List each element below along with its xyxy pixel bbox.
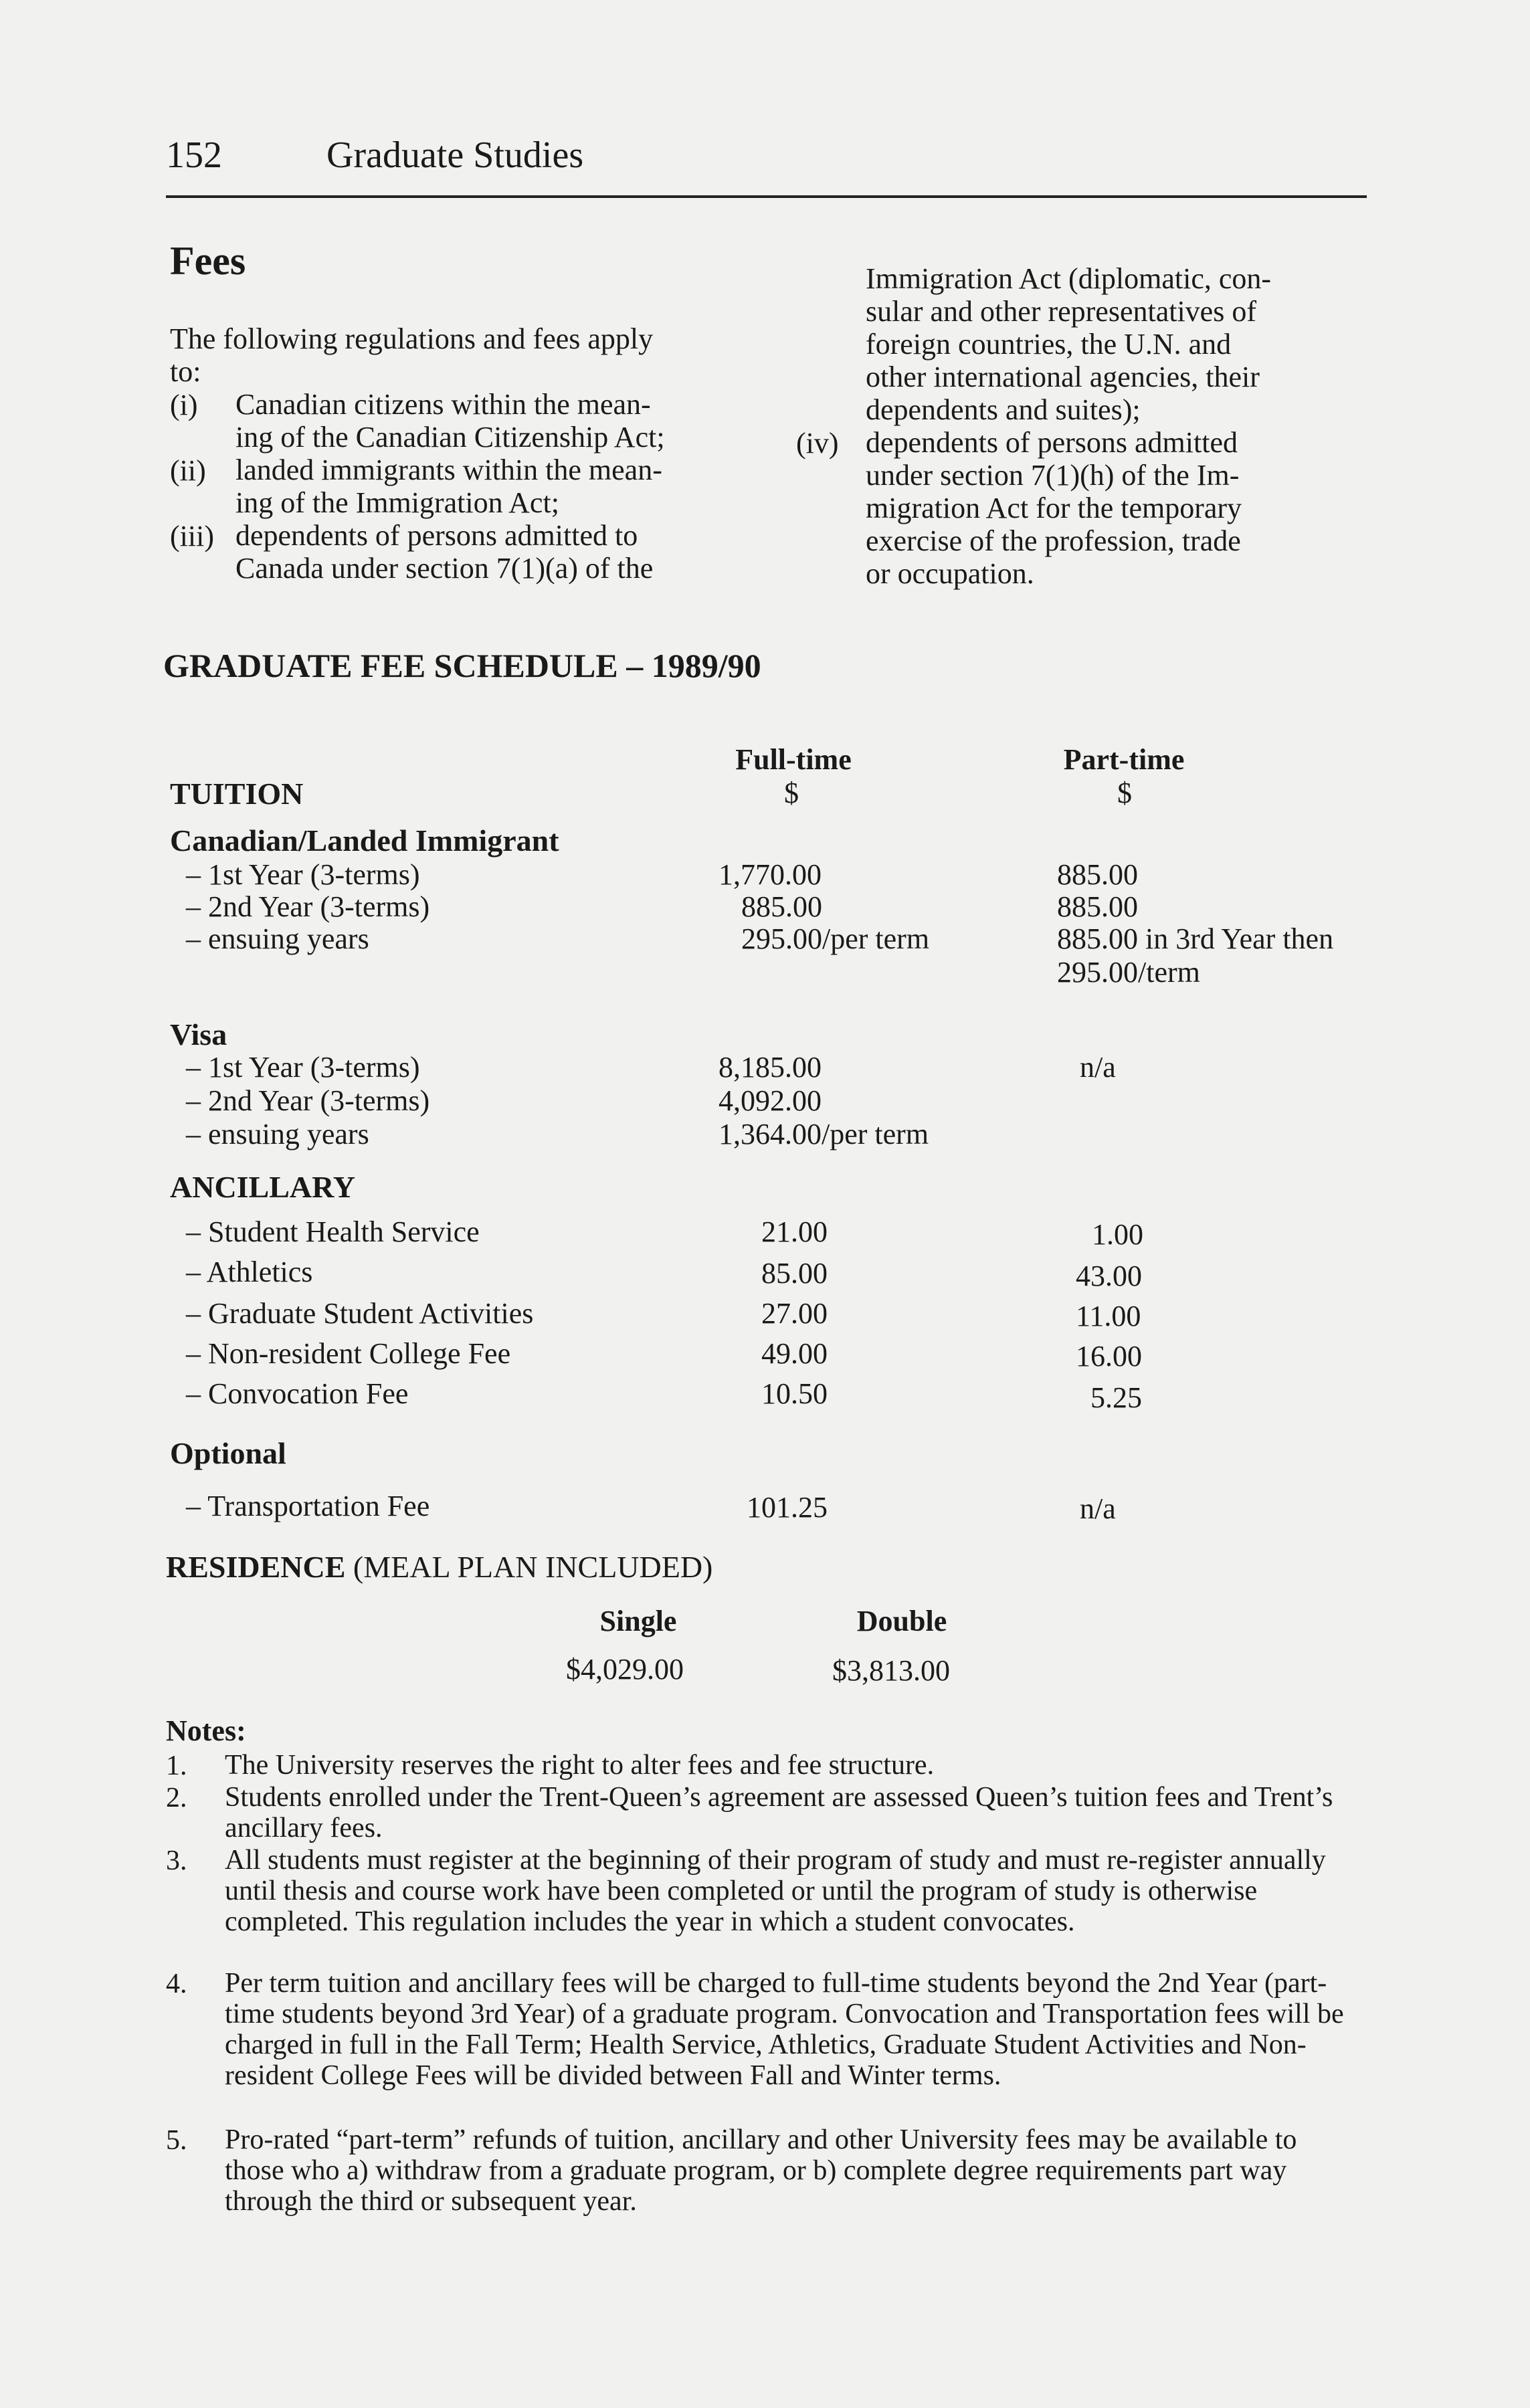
col-parttime-currency: $ bbox=[1117, 777, 1132, 809]
notes-heading: Notes: bbox=[166, 1714, 246, 1747]
list-item-iii-line-4: sular and other representatives of bbox=[866, 295, 1256, 328]
table-cell-parttime: 11.00 bbox=[1076, 1300, 1141, 1332]
note-number: 3. bbox=[166, 1845, 187, 1876]
table-cell-parttime: 1.00 bbox=[1092, 1218, 1143, 1251]
note-number: 4. bbox=[166, 1969, 187, 1999]
fees-intro-line-2: to: bbox=[170, 355, 201, 388]
schedule-title: GRADUATE FEE SCHEDULE – 1989/90 bbox=[163, 647, 761, 684]
table-row-label: – 2nd Year (3-terms) bbox=[186, 1084, 430, 1117]
ancillary-heading: ANCILLARY bbox=[170, 1170, 355, 1204]
table-cell-fulltime: 10.50 bbox=[761, 1377, 828, 1410]
page-number: 152 bbox=[166, 134, 222, 176]
list-item-iii-line-5: foreign countries, the U.N. and bbox=[866, 328, 1232, 361]
list-label-iii: (iii) bbox=[170, 520, 214, 553]
note-text: All students must register at the beginning of their program of study and must re-register annually until thesis and course work have been completed or until the program of study is otherwise completed. This regulation includes the year in which a student convocates. bbox=[225, 1845, 1326, 1937]
table-row-label: – Transportation Fee bbox=[186, 1490, 430, 1522]
list-label-ii: (ii) bbox=[170, 454, 206, 487]
note-text: Pro-rated “part-term” refunds of tuition, ancillary and other University fees may be available to those who a) withdraw from a graduate program, or b) complete degree requirements part way through the third or subsequent year. bbox=[225, 2124, 1297, 2217]
table-cell-parttime: 5.25 bbox=[1090, 1381, 1142, 1414]
table-row-label: – ensuing years bbox=[186, 1118, 369, 1150]
note-text: Per term tuition and ancillary fees will be charged to full-time students beyond the 2nd Year (part-time students beyond 3rd Year) of a graduate program. Convocation and Transportation fees will be charged in full in the Fall Term; Health Service, Athletics, Graduate Student Activities and Non-resident College Fees will be divided between Fall and Winter terms. bbox=[225, 1968, 1344, 2091]
residence-single-label: Single bbox=[599, 1605, 677, 1637]
table-cell-fulltime: 27.00 bbox=[761, 1297, 828, 1330]
table-cell-fulltime: 101.25 bbox=[747, 1491, 828, 1524]
note-number: 5. bbox=[166, 2125, 187, 2156]
residence-single-value: $4,029.00 bbox=[566, 1653, 684, 1686]
table-cell-fulltime: 1,364.00/per term bbox=[719, 1118, 929, 1150]
table-cell-parttime: 885.00 bbox=[1057, 890, 1138, 923]
list-item-i-line-1: Canadian citizens within the mean- bbox=[235, 388, 651, 421]
list-item-iv-line-2: under section 7(1)(h) of the Im- bbox=[866, 459, 1240, 492]
section-title: Graduate Studies bbox=[326, 134, 584, 176]
table-row-label: – 2nd Year (3-terms) bbox=[186, 890, 430, 923]
tuition-heading: TUITION bbox=[170, 777, 304, 811]
list-item-iii-line-6: other international agencies, their bbox=[866, 361, 1260, 393]
table-cell-fulltime: 49.00 bbox=[761, 1337, 828, 1370]
residence-double-label: Double bbox=[856, 1605, 947, 1637]
table-cell-fulltime: 8,185.00 bbox=[719, 1051, 822, 1084]
table-row-label: – ensuing years bbox=[186, 922, 369, 955]
list-label-iv: (iv) bbox=[796, 427, 839, 460]
note-number: 1. bbox=[166, 1750, 187, 1781]
table-cell-parttime: n/a bbox=[1080, 1051, 1116, 1084]
table-cell-fulltime: 21.00 bbox=[761, 1215, 828, 1248]
residence-double-value: $3,813.00 bbox=[832, 1654, 950, 1687]
note-text: The University reserves the right to alter fees and fee structure. bbox=[225, 1750, 935, 1781]
visa-heading: Visa bbox=[170, 1017, 227, 1051]
table-cell-parttime: 16.00 bbox=[1076, 1340, 1142, 1373]
table-cell-fulltime: 4,092.00 bbox=[719, 1084, 822, 1117]
table-cell-parttime-continued: 295.00/term bbox=[1057, 956, 1200, 989]
list-item-iv-line-3: migration Act for the temporary bbox=[866, 492, 1242, 524]
table-row-label: – Convocation Fee bbox=[186, 1377, 409, 1410]
list-item-iv-line-4: exercise of the profession, trade bbox=[866, 524, 1241, 557]
canadian-heading: Canadian/Landed Immigrant bbox=[170, 823, 559, 858]
list-item-ii-line-2: ing of the Immigration Act; bbox=[235, 486, 559, 519]
col-parttime-header: Part-time bbox=[1063, 743, 1185, 776]
note-number: 2. bbox=[166, 1783, 187, 1813]
table-cell-fulltime: 1,770.00 bbox=[719, 858, 822, 891]
list-item-iii-line-2: Canada under section 7(1)(a) of the bbox=[235, 552, 654, 585]
table-cell-parttime: 885.00 in 3rd Year then bbox=[1057, 922, 1334, 955]
residence-heading bbox=[166, 1549, 712, 1585]
table-row-label: – 1st Year (3-terms) bbox=[186, 858, 420, 891]
list-item-iii-line-7: dependents and suites); bbox=[866, 393, 1141, 426]
col-fulltime-currency: $ bbox=[784, 777, 799, 809]
list-item-iv-line-5: or occupation. bbox=[866, 557, 1034, 590]
table-row-label: – Non-resident College Fee bbox=[186, 1337, 511, 1370]
header-rule bbox=[166, 195, 1367, 198]
table-row-label: – 1st Year (3-terms) bbox=[186, 1051, 420, 1084]
residence-heading-rest: (MEAL PLAN INCLUDED) bbox=[353, 1550, 713, 1584]
optional-heading: Optional bbox=[170, 1436, 286, 1470]
col-fulltime-header: Full-time bbox=[735, 743, 852, 776]
table-cell-fulltime: 295.00/per term bbox=[741, 922, 930, 955]
table-row-label: – Student Health Service bbox=[186, 1215, 480, 1248]
list-item-ii-line-1: landed immigrants within the mean- bbox=[235, 454, 662, 486]
list-item-iii-line-1: dependents of persons admitted to bbox=[235, 519, 638, 552]
list-item-iii-line-3: Immigration Act (diplomatic, con- bbox=[866, 262, 1272, 295]
note-text: Students enrolled under the Trent-Queen’s agreement are assessed Queen’s tuition fees and Trent’s ancillary fees. bbox=[225, 1782, 1333, 1843]
fees-title: Fees bbox=[170, 239, 246, 283]
list-label-i: (i) bbox=[170, 389, 198, 421]
list-item-i-line-2: ing of the Canadian Citizenship Act; bbox=[235, 421, 665, 454]
table-row-label: – Graduate Student Activities bbox=[186, 1297, 534, 1330]
table-cell-fulltime: 85.00 bbox=[761, 1257, 828, 1290]
residence-heading-bold: RESIDENCE bbox=[166, 1550, 346, 1584]
table-cell-fulltime: 885.00 bbox=[741, 890, 822, 923]
table-cell-parttime: n/a bbox=[1080, 1492, 1116, 1525]
fees-intro-line-1: The following regulations and fees apply bbox=[170, 322, 654, 355]
table-cell-parttime: 885.00 bbox=[1057, 858, 1138, 891]
list-item-iv-line-1: dependents of persons admitted bbox=[866, 426, 1238, 459]
table-cell-parttime: 43.00 bbox=[1076, 1260, 1142, 1292]
table-row-label: – Athletics bbox=[186, 1256, 313, 1288]
